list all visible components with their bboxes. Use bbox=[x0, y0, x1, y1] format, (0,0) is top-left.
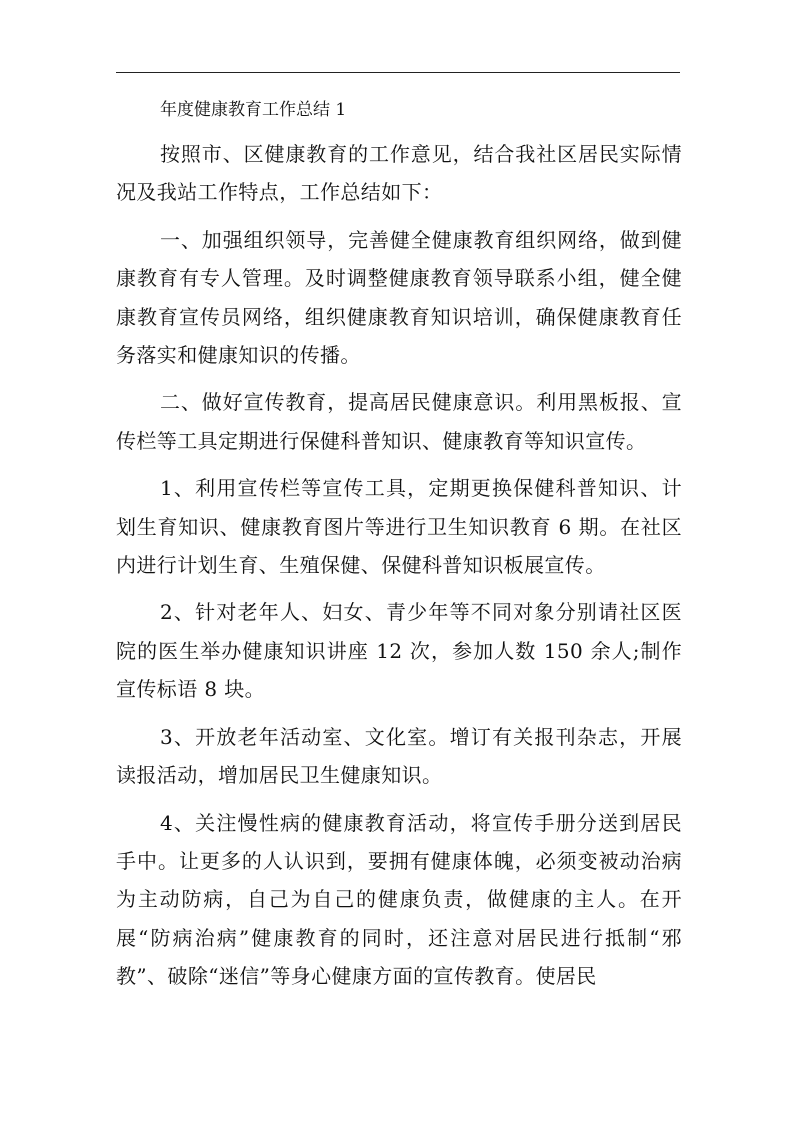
paragraph-section-2: 二、做好宣传教育，提高居民健康意识。利用黑板报、宣传栏等工具定期进行保健科普知识、健康教育等知识宣传。 bbox=[116, 390, 682, 453]
paragraph-item-1: 1、利用宣传栏等宣传工具，定期更换保健科普知识、计划生育知识、健康教育图片等进行卫生知识教育 6 期。在社区内进行计划生育、生殖保健、保健科普知识板展宣传。 bbox=[116, 476, 682, 578]
paragraph-item-4: 4、关注慢性病的健康教育活动，将宣传手册分送到居民手中。让更多的人认识到，要拥有健康体魄，必须变被动治病为主动防病，自己为自己的健康负责，做健康的主人。在开展“防病治病”健康教育的同时，还注意对居民进行抵制“邪教”、破除“迷信”等身心健康方面的宣传教育。使居民 bbox=[116, 810, 682, 989]
header-rule bbox=[116, 72, 680, 73]
paragraph-item-2: 2、针对老年人、妇女、青少年等不同对象分别请社区医院的医生举办健康知识讲座 12 次，参加人数 150 余人;制作宣传标语 8 块。 bbox=[116, 600, 682, 702]
paragraph-item-3: 3、开放老年活动室、文化室。增订有关报刊杂志，开展读报活动，增加居民卫生健康知识。 bbox=[116, 724, 682, 788]
paragraph-intro: 按照市、区健康教育的工作意见，结合我社区居民实际情况及我站工作特点，工作总结如下： bbox=[116, 142, 682, 205]
document-body bbox=[116, 92, 682, 1005]
document-title: 年度健康教育工作总结 1 bbox=[160, 100, 347, 120]
paragraph-section-1: 一、加强组织领导，完善健全健康教育组织网络，做到健康教育有专人管理。及时调整健康教育领导联系小组，健全健康教育宣传员网络，组织健康教育知识培训，确保健康教育任务落实和健康知识的传播。 bbox=[116, 227, 682, 368]
